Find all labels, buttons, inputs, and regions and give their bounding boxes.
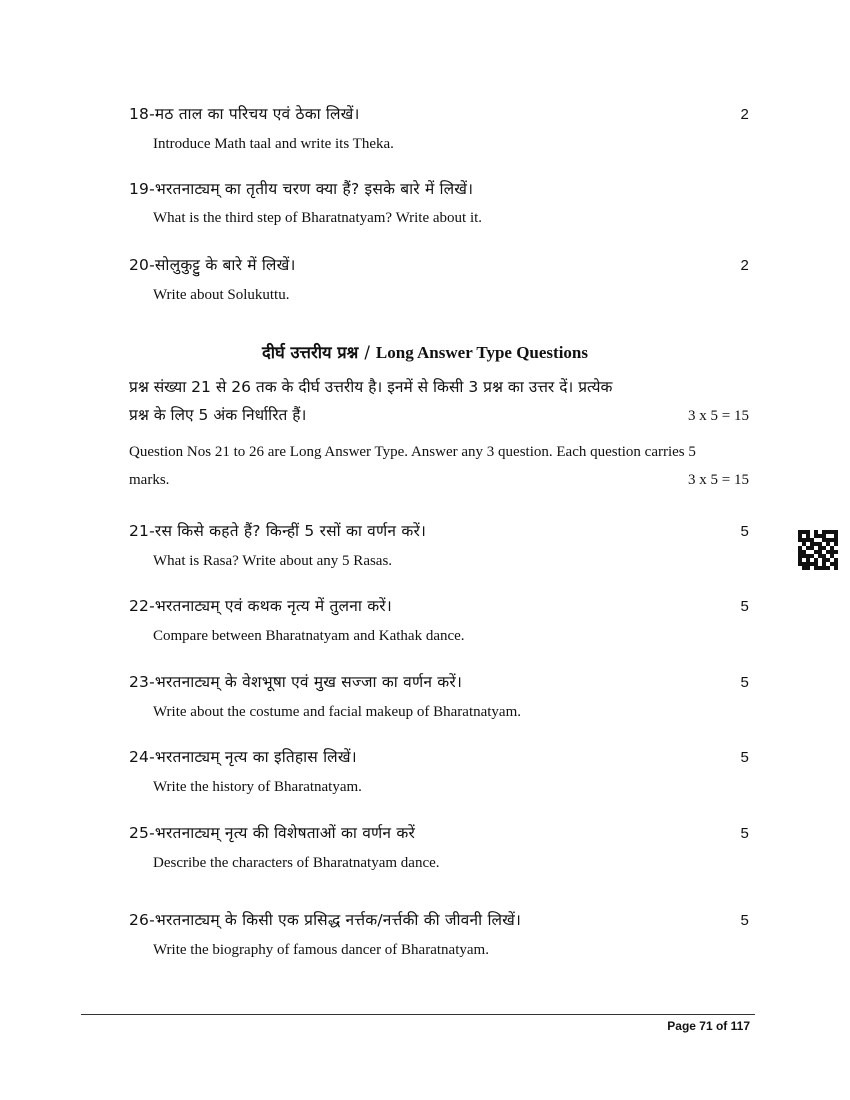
question-text-english: What is the third step of Bharatnatyam? Write about it.	[153, 210, 483, 226]
question-21	[129, 520, 749, 571]
question-text-hindi: 21-रस किसे कहते हैं? किन्हीं 5 रसों का वर्णन करें।	[129, 522, 427, 540]
question-marks: 2	[740, 257, 749, 274]
question-marks: 5	[740, 825, 749, 842]
question-text-english: Describe the characters of Bharatnatyam dance.	[153, 855, 440, 871]
question-text-hindi: 18-मठ ताल का परिचय एवं ठेका लिखें।	[129, 105, 360, 123]
instructions-hindi-line-1: प्रश्न संख्या 21 से 26 तक के दीर्घ उत्तरीय है। इनमें से किसी 3 प्रश्न का उत्तर दें। प्रत्येक	[129, 378, 613, 396]
question-marks: 2	[740, 106, 749, 123]
question-19	[129, 178, 749, 228]
question-marks: 5	[740, 749, 749, 766]
instructions-hindi-score: 3 x 5 = 15	[688, 408, 749, 424]
question-26	[129, 909, 749, 960]
instructions-hindi-line-2: प्रश्न के लिए 5 अंक निर्धारित हैं।	[129, 406, 307, 424]
question-text-english: Write the history of Bharatnatyam.	[153, 779, 362, 795]
instructions-english-line-1: Question Nos 21 to 26 are Long Answer Type. Answer any 3 question. Each question carries 5	[129, 444, 696, 460]
question-text-english: Write the biography of famous dancer of Bharatnatyam.	[153, 942, 489, 958]
question-text-english: Compare between Bharatnatyam and Kathak dance.	[153, 628, 465, 644]
question-marks: 5	[740, 912, 749, 929]
question-text-hindi: 26-भरतनाट्यम् के किसी एक प्रसिद्ध नर्त्तक/नर्त्तकी की जीवनी लिखें।	[129, 911, 522, 929]
question-text-hindi: 19-भरतनाट्यम् का तृतीय चरण क्या हैं? इसके बारे में लिखें।	[129, 180, 474, 198]
question-text-hindi: 20-सोलुकुट्टु के बारे में लिखें।	[129, 256, 296, 274]
instructions-english-line-2: marks.	[129, 472, 170, 488]
question-text-english: Introduce Math taal and write its Theka.	[153, 136, 394, 152]
question-text-english: Write about Solukuttu.	[153, 287, 290, 303]
footer-divider	[81, 1014, 755, 1015]
instructions-english	[129, 438, 749, 494]
question-text-hindi: 23-भरतनाट्यम् के वेशभूषा एवं मुख सज्जा का वर्णन करें।	[129, 673, 463, 691]
section-heading-separator: /	[364, 343, 370, 362]
question-marks: 5	[740, 523, 749, 540]
section-heading-hindi: दीर्घ उत्तरीय प्रश्न	[261, 343, 359, 362]
question-20	[129, 254, 749, 305]
question-25	[129, 822, 749, 873]
instructions-english-score: 3 x 5 = 15	[688, 472, 749, 488]
question-24	[129, 746, 749, 797]
section-heading-english: Long Answer Type Questions	[375, 343, 588, 362]
section-heading	[0, 341, 850, 365]
question-23	[129, 671, 749, 722]
question-marks: 5	[740, 598, 749, 615]
qr-code-icon	[798, 530, 838, 570]
instructions-hindi	[129, 373, 749, 430]
question-text-hindi: 22-भरतनाट्यम् एवं कथक नृत्य में तुलना करें।	[129, 597, 392, 615]
question-text-hindi: 25-भरतनाट्यम् नृत्य की विशेषताओं का वर्णन करें	[129, 824, 415, 842]
question-text-english: Write about the costume and facial makeup of Bharatnatyam.	[153, 704, 522, 720]
page-number: Page 71 of 117	[667, 1019, 750, 1033]
question-marks: 5	[740, 674, 749, 691]
question-22	[129, 595, 749, 646]
question-text-english: What is Rasa? Write about any 5 Rasas.	[153, 553, 393, 569]
question-18	[129, 103, 749, 154]
question-text-hindi: 24-भरतनाट्यम् नृत्य का इतिहास लिखें।	[129, 748, 357, 766]
